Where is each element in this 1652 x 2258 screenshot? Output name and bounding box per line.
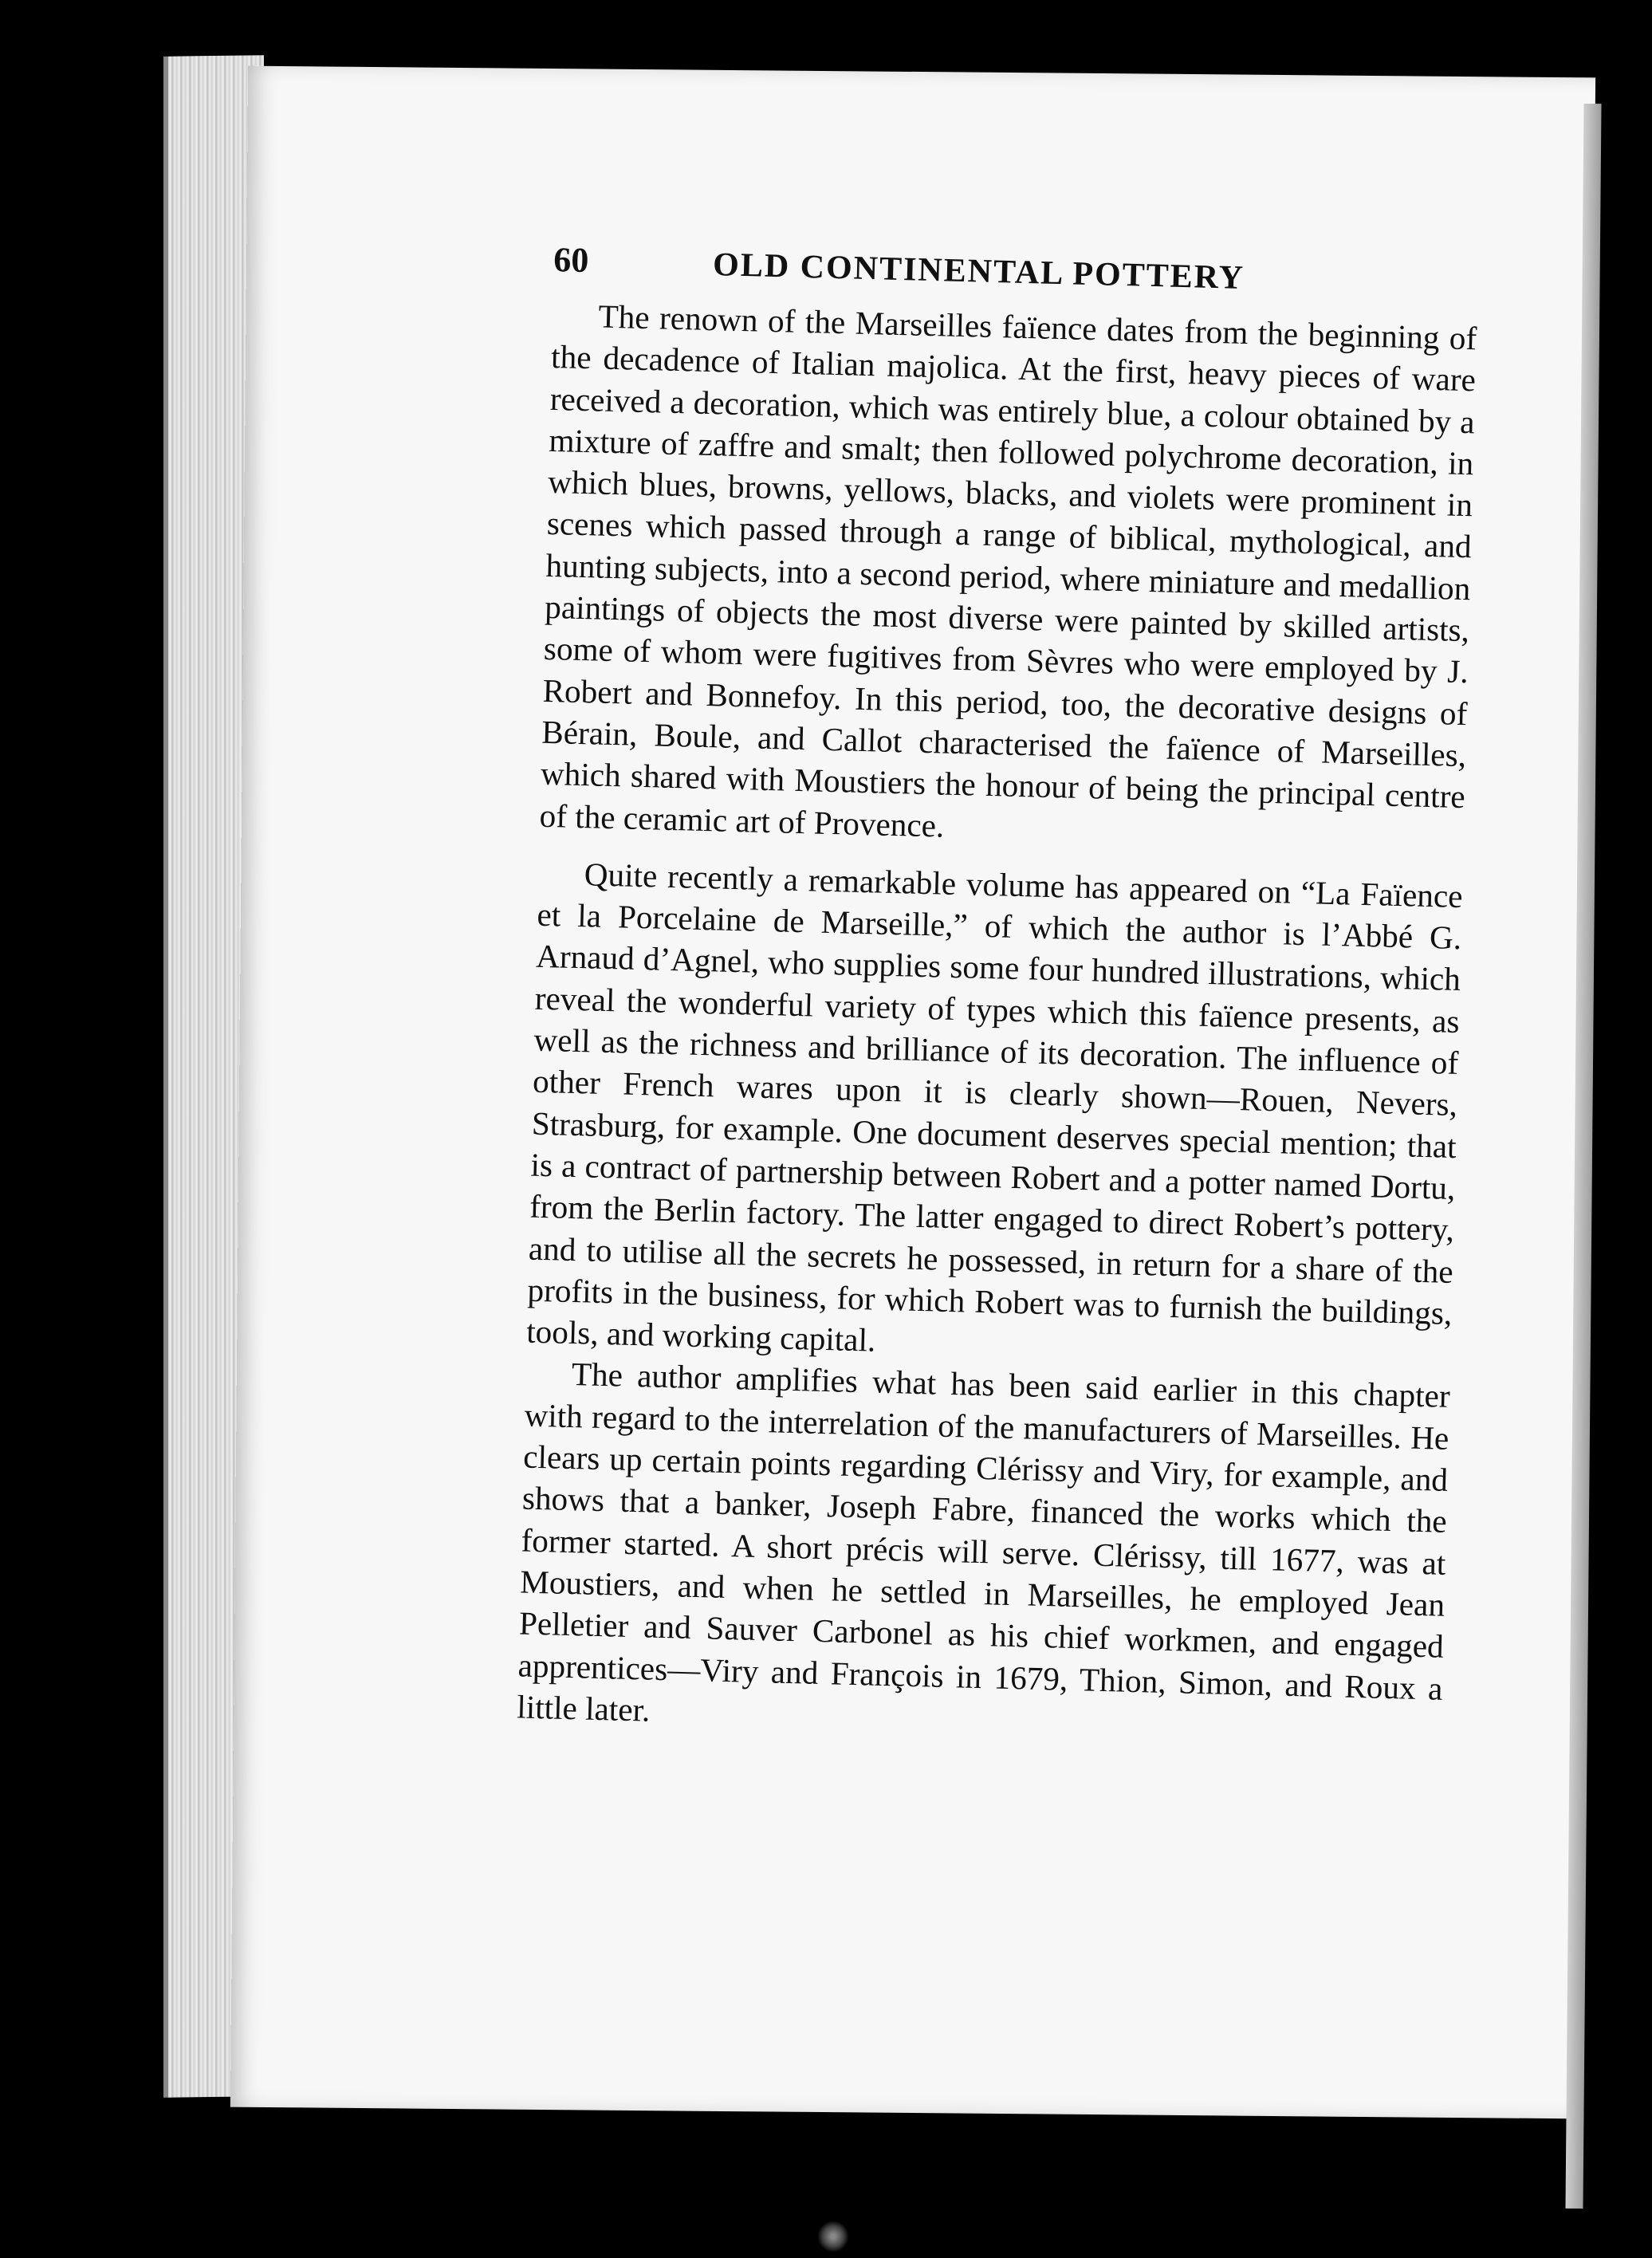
paragraph-2: Quite recently a remarkable volume has appeared on “La Faïence et la Porcelaine de Marseille,” of which the author is l’Abbé G. Arnaud d’Agnel, who supplies some four hundred illustrations, which reveal the wonderful variety of types which this faïence presents, as well as the richness and brilliance of its decoration. The influence of other French wares upon it is clearly shown—Rouen, Nevers, Strasburg, for example. One document deserves special mention; that is a contract of partnership between Robert and a potter named Dortu, from the Berlin factory. The latter engaged to direct Robert’s pottery, and to utilise all the secrets he possessed, in return for a share of the profits in the business, for which Robert was to furnish the buildings, tools, and working capital. — [525, 856, 1464, 1359]
page-number: 60 — [553, 239, 589, 281]
page-text-block — [517, 239, 1479, 1751]
running-head: OLD CONTINENTAL POTTERY — [712, 246, 1245, 297]
paragraph-1: The renown of the Marseilles faïence dates from the beginning of the decadence of Italian majolica. At the first, heavy pieces of ware received a decoration, which was entirely blue, a colour obtained by a mixture of zaffre and smalt; then followed polychrome decoration, in which blues, browns, yellows, blacks, and violets were prominent in scenes which passed through a range of biblical, mythological, and hunting subjects, into a second period, where miniature and medallion paintings of objects the most diverse were painted by skilled artists, some of whom were fugitives from Sèvres who were employed by J. Robert and Bonnefoy. In this period, too, the decorative designs of Bérain, Boule, and Callot characterised the faïence of Marseilles, which shared with Moustiers the honour of being the principal centre of the ceramic art of Provence. — [539, 297, 1477, 844]
scan-artifact-ornament — [817, 2221, 849, 2252]
paragraph-3: The author amplifies what has been said earlier in this chapter with regard to the interrelation of the manufacturers of Marseilles. He clears up certain points regarding Clérissy and Viry, for example, and shows that a banker, Joseph Fabre, financed the works which the former started. A short précis will serve. Clérissy, till 1677, was at Moustiers, and when he settled in Marseilles, he employed Jean Pelletier and Sauver Carbonel as his chief workmen, and engaged apprentices—Viry and François in 1679, Thion, Simon, and Roux a little later. — [516, 1355, 1451, 1729]
